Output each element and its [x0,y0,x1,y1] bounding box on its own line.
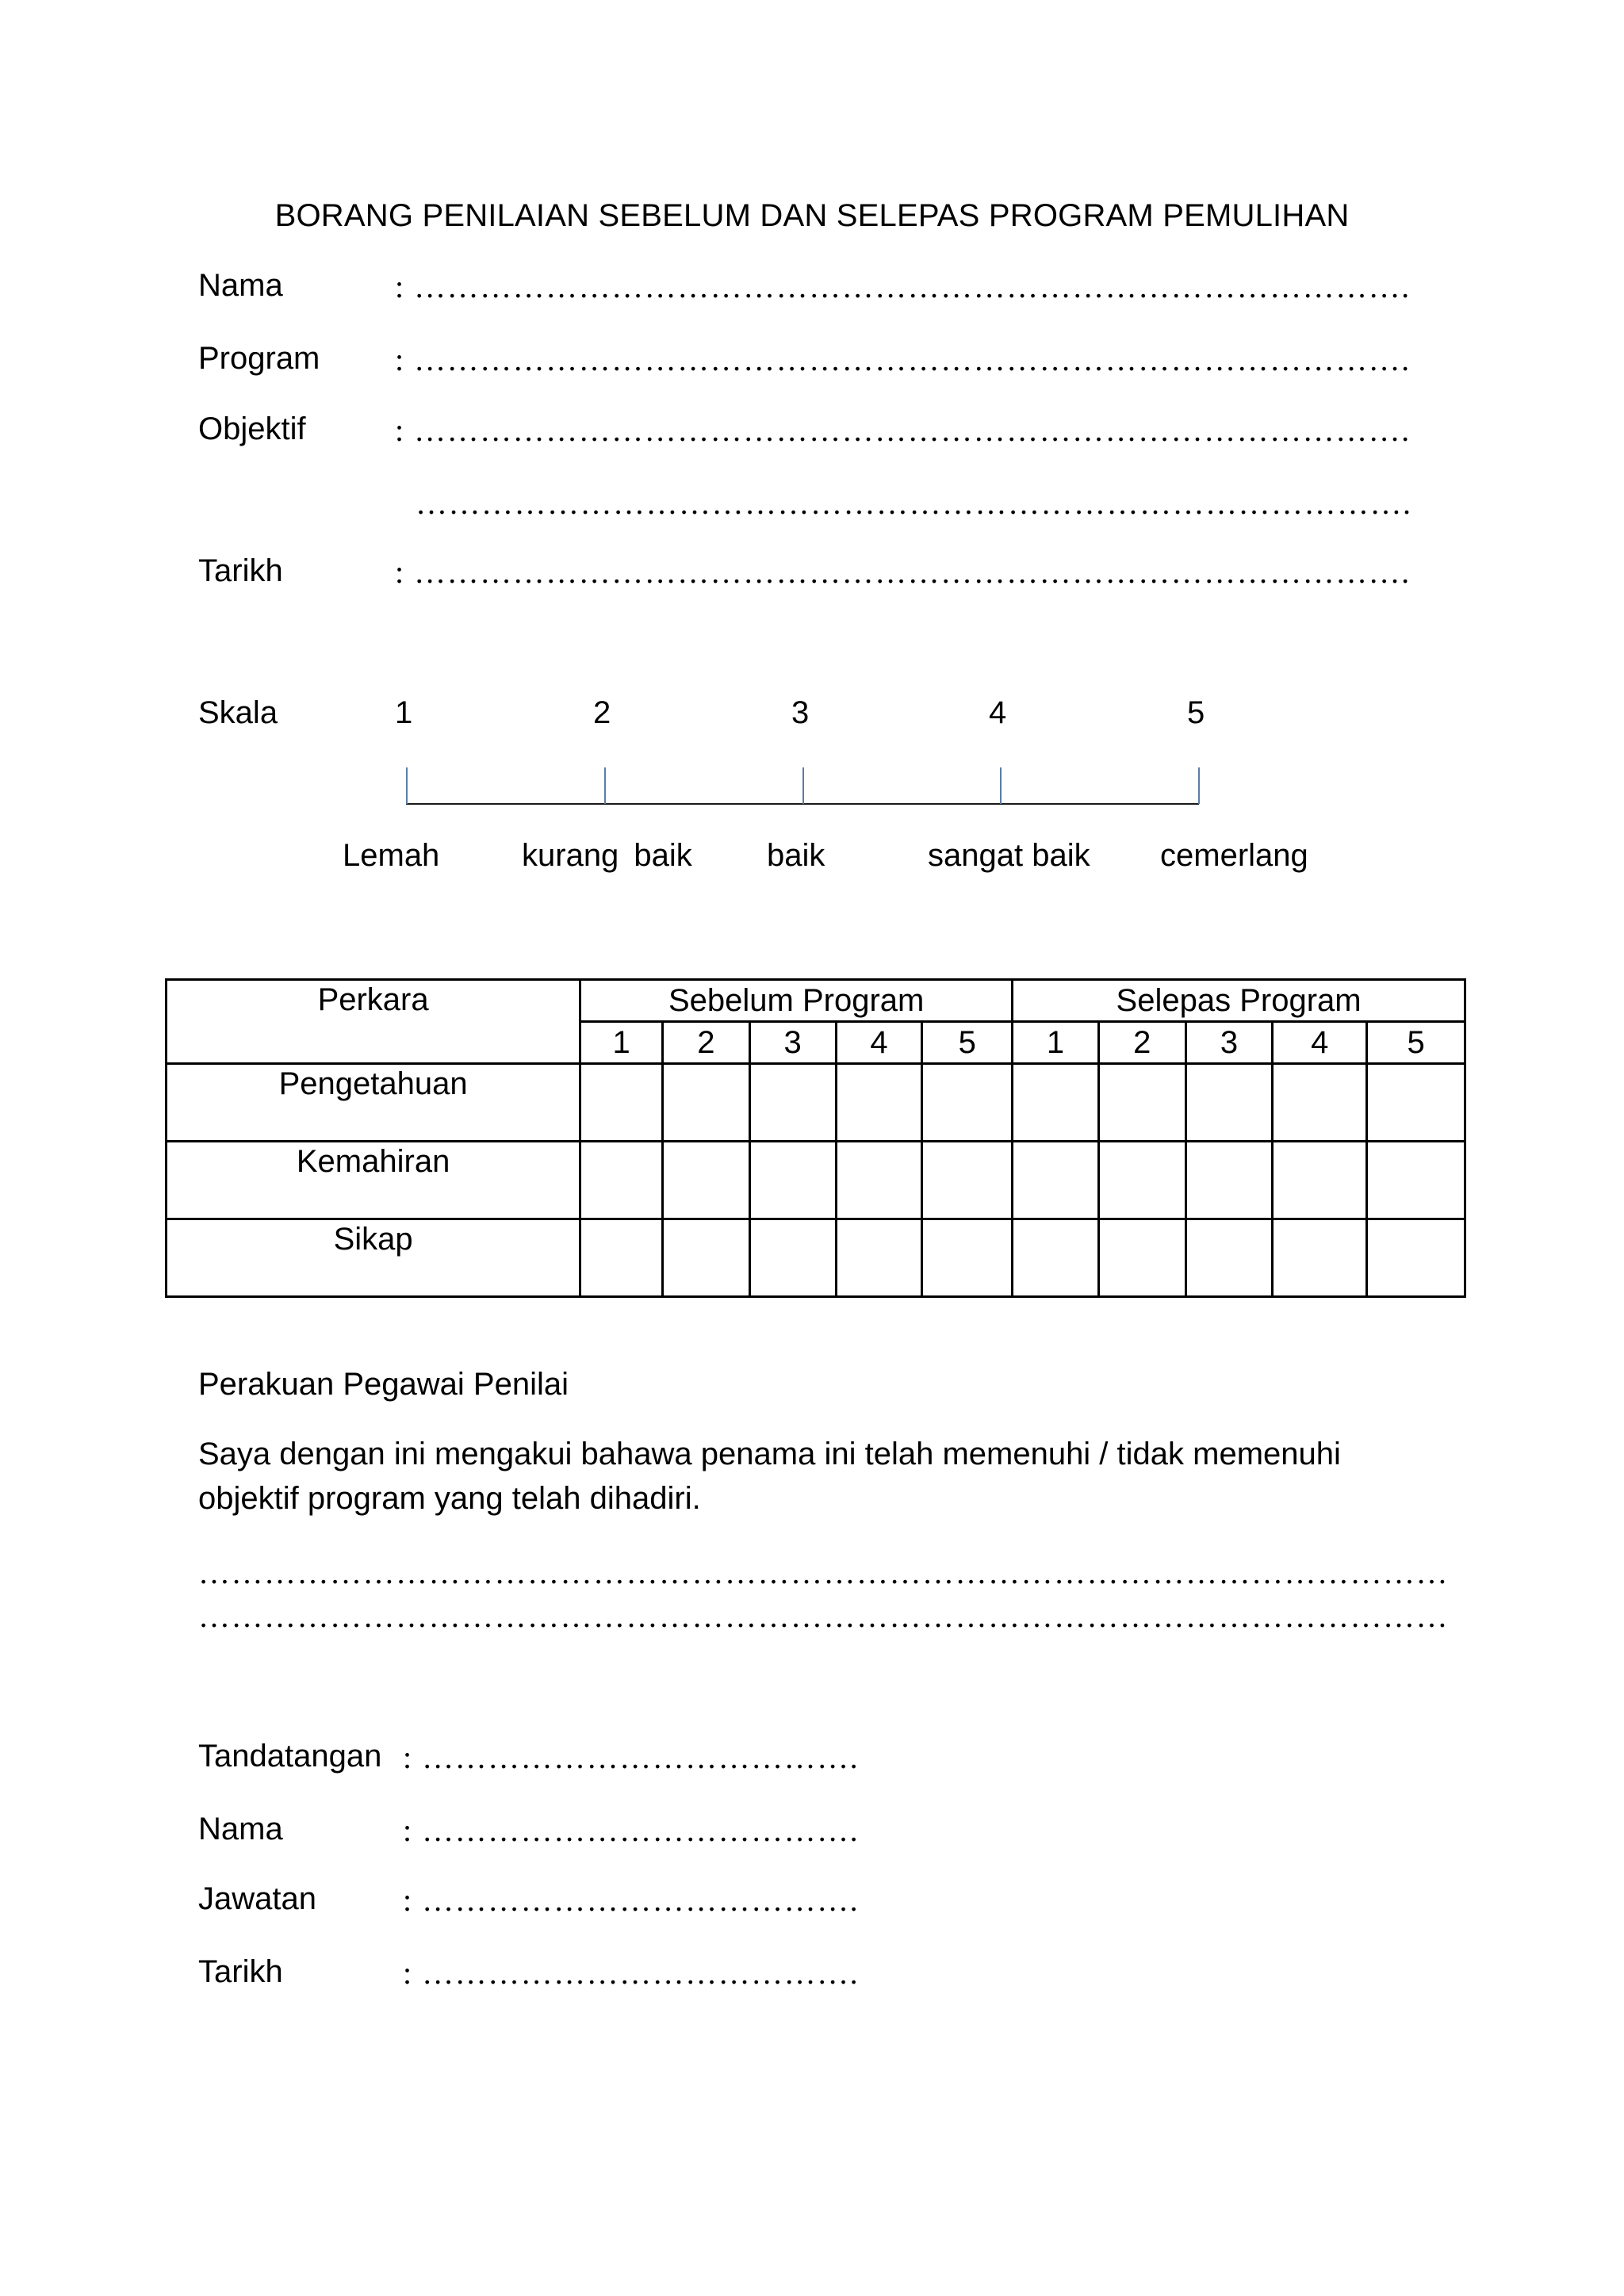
score-header-after-4: 4 [1273,1022,1367,1064]
field-label-program: Program [198,341,320,376]
field-line-nama[interactable]: : ………………………………………………………………………………. [395,269,1411,304]
score-cell[interactable] [836,1219,922,1297]
scale-tick-5 [1198,767,1200,804]
header-sebelum-program: Sebelum Program [580,980,1013,1022]
score-cell[interactable] [580,1219,663,1297]
score-header-after-3: 3 [1185,1022,1273,1064]
score-cell[interactable] [1013,1219,1099,1297]
scale-desc-baik: baik [767,838,825,873]
scale-tick-1 [406,767,408,804]
score-cell[interactable] [1098,1219,1185,1297]
field-label-nama: Nama [198,268,283,303]
field-line-tarikh[interactable]: : ………………………………………………………………………………. [395,554,1411,590]
score-cell[interactable] [749,1064,836,1142]
score-cell[interactable] [922,1142,1013,1219]
score-cell[interactable] [1098,1064,1185,1142]
field-line-objektif-continued[interactable]: ………………………………………………………………………………. [416,485,1412,521]
signature-label-tandatangan: Tandatangan [198,1739,382,1774]
score-cell[interactable] [922,1064,1013,1142]
score-header-before-2: 2 [663,1022,750,1064]
row-label-kemahiran: Kemahiran [167,1142,580,1219]
score-cell[interactable] [1185,1064,1273,1142]
score-cell[interactable] [1185,1142,1273,1219]
score-header-before-4: 4 [836,1022,922,1064]
score-header-before-1: 1 [580,1022,663,1064]
scale-label: Skala [198,695,278,730]
signature-label-jawatan: Jawatan [198,1881,316,1916]
assessment-table [165,978,1466,1298]
score-cell[interactable] [749,1142,836,1219]
row-label-sikap: Sikap [167,1219,580,1297]
score-cell[interactable] [1367,1219,1465,1297]
score-cell[interactable] [922,1219,1013,1297]
header-selepas-program: Selepas Program [1013,980,1465,1022]
scale-tick-4 [1000,767,1002,804]
score-cell[interactable] [749,1219,836,1297]
table-row-kemahiran [167,1142,1465,1219]
table-row-pengetahuan [167,1064,1465,1142]
signature-label-nama: Nama [198,1812,283,1846]
signature-line-nama[interactable]: : …………………………………. [403,1812,860,1848]
score-cell[interactable] [580,1064,663,1142]
signature-label-tarikh: Tarikh [198,1954,283,1989]
certification-heading: Perakuan Pegawai Penilai [198,1367,569,1402]
signature-line-tarikh[interactable]: : …………………………………. [403,1955,860,1991]
score-cell[interactable] [1185,1219,1273,1297]
scale-tick-2 [604,767,606,804]
score-header-before-3: 3 [749,1022,836,1064]
score-cell[interactable] [1013,1142,1099,1219]
comment-line-1[interactable]: …………………………………………………………………………………………………… [198,1555,1449,1590]
scale-desc-kurang-baik: kurang baik [522,838,692,873]
score-cell[interactable] [836,1142,922,1219]
scale-desc-sangat-baik: sangat baik [928,838,1090,873]
row-label-pengetahuan: Pengetahuan [167,1064,580,1142]
score-cell[interactable] [663,1219,750,1297]
scale-number-4: 4 [989,695,1007,730]
field-label-objektif: Objektif [198,411,306,446]
scale-number-5: 5 [1187,695,1205,730]
table-row-sikap [167,1219,1465,1297]
score-cell[interactable] [836,1064,922,1142]
score-header-after-5: 5 [1367,1022,1465,1064]
score-cell[interactable] [1013,1064,1099,1142]
certification-text-line-1: Saya dengan ini mengakui bahawa penama ini telah memenuhi / tidak memenuhi [198,1437,1341,1471]
score-cell[interactable] [1273,1219,1367,1297]
scale-number-1: 1 [395,695,413,730]
scale-tick-3 [802,767,804,804]
signature-line-jawatan[interactable]: : …………………………………. [403,1882,860,1918]
scale-number-2: 2 [593,695,611,730]
form-title: BORANG PENILAIAN SEBELUM DAN SELEPAS PROGRAM PEMULIHAN [274,198,1350,233]
score-cell[interactable] [580,1142,663,1219]
signature-line-tandatangan[interactable]: : …………………………………. [403,1739,860,1775]
score-cell[interactable] [1273,1064,1367,1142]
score-cell[interactable] [1367,1142,1465,1219]
score-cell[interactable] [1367,1064,1465,1142]
score-cell[interactable] [663,1064,750,1142]
comment-line-2[interactable]: …………………………………………………………………………………………………… [198,1598,1449,1634]
certification-text-line-2: objektif program yang telah dihadiri. [198,1481,701,1516]
score-header-after-2: 2 [1098,1022,1185,1064]
score-header-after-1: 1 [1013,1022,1099,1064]
score-cell[interactable] [663,1142,750,1219]
field-line-objektif[interactable]: : ………………………………………………………………………………. [395,412,1411,448]
scale-desc-cemerlang: cemerlang [1160,838,1308,873]
scale-number-3: 3 [791,695,810,730]
score-cell[interactable] [1098,1142,1185,1219]
field-line-program[interactable]: : ………………………………………………………………………………. [395,342,1411,377]
scale-desc-lemah: Lemah [343,838,440,873]
score-header-before-5: 5 [922,1022,1013,1064]
score-cell[interactable] [1273,1142,1367,1219]
field-label-tarikh: Tarikh [198,553,283,588]
header-perkara: Perkara [167,980,580,1064]
